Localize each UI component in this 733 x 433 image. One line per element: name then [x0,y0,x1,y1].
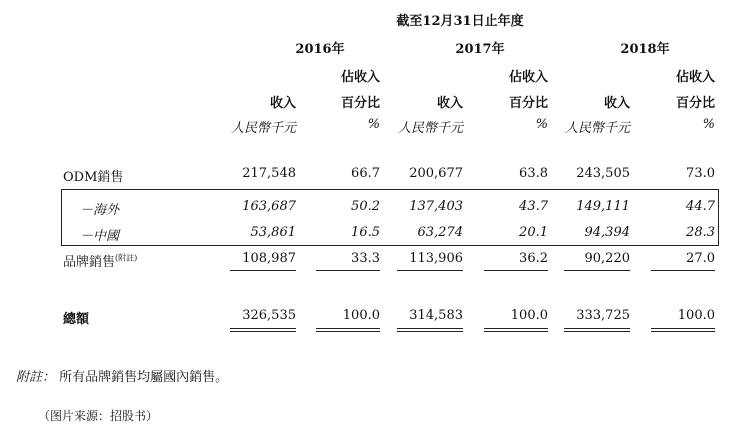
total-pct-2016: 100.0 [342,308,380,323]
china-pct-2016: 16.5 [351,225,380,240]
total-double-line-a-revenue-2017 [397,328,463,329]
total-double-line-b-pct-2018 [651,331,715,332]
overseas-pct-2017: 43.7 [519,199,548,214]
china-pct-2018: 28.3 [686,225,715,240]
overseas-pct-2016: 50.2 [351,199,380,214]
row-label-brand-text: 品牌銷售 [63,255,116,270]
odm-pct-2018: 73.0 [686,166,715,181]
footnote [16,366,228,385]
total-double-line-b-revenue-2017 [397,331,463,332]
revenue-header-2017: 收入 [436,96,463,111]
row-label-total: 總額 [63,312,90,327]
row-label-brand [63,251,137,270]
total-double-line-b-pct-2017 [484,331,548,332]
total-double-line-a-revenue-2016 [230,328,296,329]
row-label-overseas: －海外 [80,203,120,218]
total-double-line-a-pct-2017 [484,328,548,329]
total-double-line-a-revenue-2018 [564,328,630,329]
subtotal-line-pct-2016 [316,270,380,271]
pct-header-line1-2017: 佔收入 [508,70,548,85]
brand-revenue-2018: 90,220 [584,251,630,266]
year-header-2018: 2018年 [620,42,670,57]
footnote-label: 附註： [16,370,56,385]
subtotal-line-revenue-2017 [397,270,463,271]
odm-pct-2016: 66.7 [351,166,380,181]
footnote-text: 所有品牌銷售均屬國內銷售。 [59,370,229,385]
odm-revenue-2018: 243,505 [576,166,630,181]
total-revenue-2017: 314,583 [409,308,463,323]
total-revenue-2016: 326,535 [242,308,296,323]
year-header-2016: 2016年 [295,42,345,57]
row-label-odm: ODM銷售 [63,170,124,185]
pct-header-line1-2018: 佔收入 [675,70,715,85]
pct-header-line2-2018: 百分比 [675,96,715,111]
brand-pct-2017: 36.2 [519,251,548,266]
row-label-brand-note-ref: (附註) [115,253,138,263]
china-revenue-2016: 53,861 [250,225,296,240]
image-source: （图片来源：招股书） [38,409,159,423]
odm-pct-2017: 63.8 [519,166,548,181]
china-revenue-2017: 63,274 [417,225,463,240]
total-pct-2017: 100.0 [510,308,548,323]
total-double-line-b-revenue-2016 [230,331,296,332]
brand-pct-2016: 33.3 [351,251,380,266]
odm-revenue-2016: 217,548 [242,166,296,181]
overseas-revenue-2017: 137,403 [409,199,463,214]
subtotal-line-pct-2018 [651,270,715,271]
row-label-china: －中國 [80,229,120,244]
odm-revenue-2017: 200,677 [409,166,463,181]
total-double-line-a-pct-2018 [651,328,715,329]
china-revenue-2018: 94,394 [584,225,630,240]
total-double-line-b-revenue-2018 [564,331,630,332]
unit-pct-2018: % [702,117,715,132]
pct-header-line2-2017: 百分比 [508,96,548,111]
pct-header-line1-2016: 佔收入 [340,70,380,85]
year-header-2017: 2017年 [455,42,505,57]
brand-revenue-2016: 108,987 [242,251,296,266]
overseas-pct-2018: 44.7 [686,199,715,214]
unit-revenue-2017: 人民幣千元 [397,121,463,136]
total-pct-2018: 100.0 [677,308,715,323]
brand-pct-2018: 27.0 [686,251,715,266]
unit-revenue-2018: 人民幣千元 [564,121,630,136]
unit-revenue-2016: 人民幣千元 [230,121,296,136]
total-revenue-2018: 333,725 [576,308,630,323]
subtotal-line-revenue-2018 [564,270,630,271]
period-header: 截至12月31日止年度 [396,14,524,29]
unit-pct-2017: % [535,117,548,132]
subtotal-line-pct-2017 [484,270,548,271]
overseas-revenue-2016: 163,687 [242,199,296,214]
total-double-line-a-pct-2016 [316,328,380,329]
china-pct-2017: 20.1 [519,225,548,240]
unit-pct-2016: % [367,117,380,132]
total-double-line-b-pct-2016 [316,331,380,332]
overseas-revenue-2018: 149,111 [576,199,630,214]
subtotal-line-revenue-2016 [230,270,296,271]
pct-header-line2-2016: 百分比 [340,96,380,111]
revenue-header-2018: 收入 [603,96,630,111]
brand-revenue-2017: 113,906 [409,251,463,266]
revenue-header-2016: 收入 [269,96,296,111]
